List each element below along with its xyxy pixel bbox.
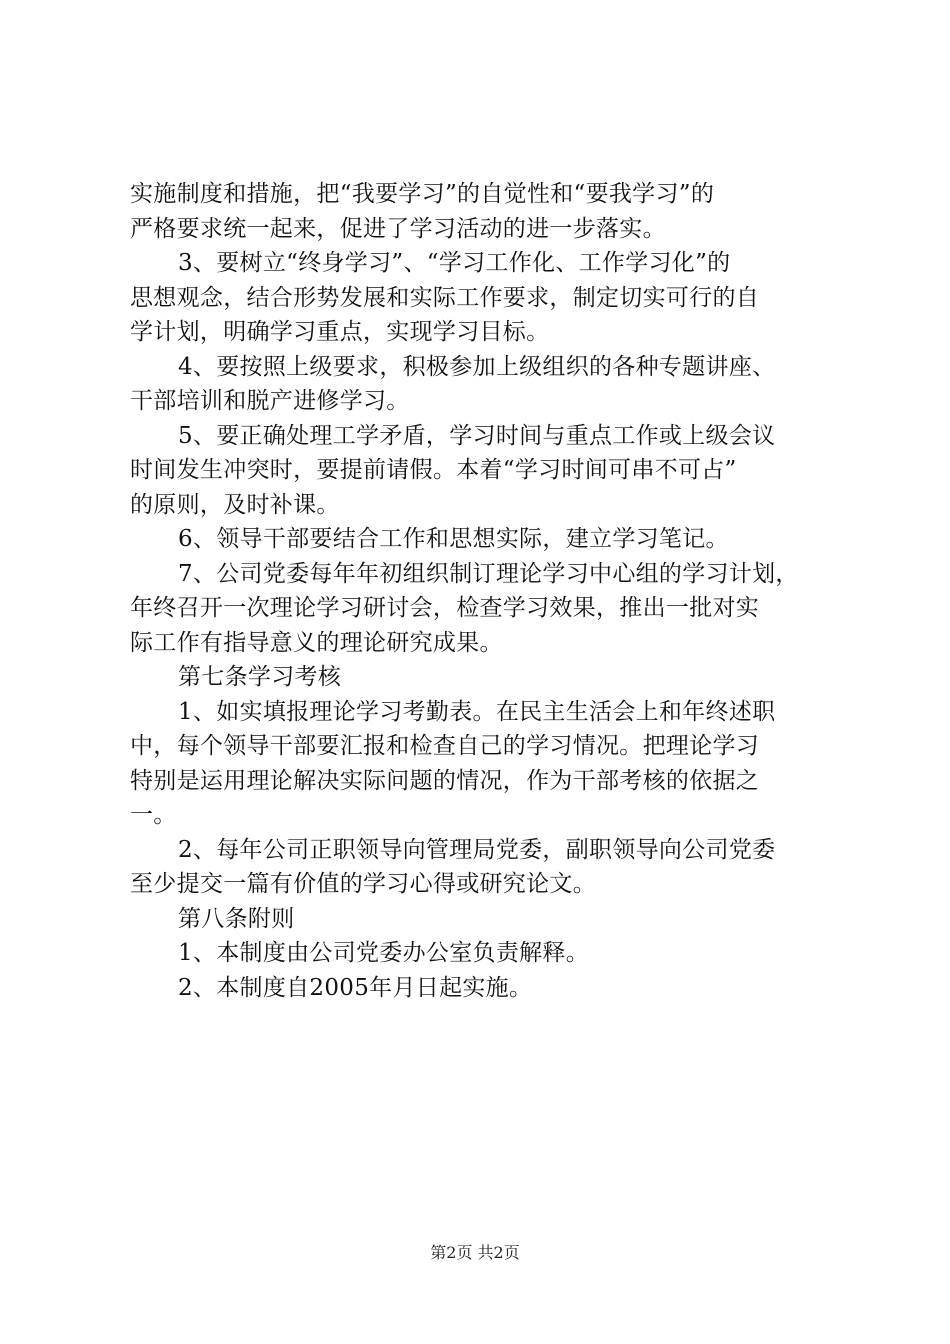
text-line: 4、要按照上级要求，积极参加上级组织的各种专题讲座、 (178, 353, 776, 380)
text-line: 至少提交一篇有价值的学习心得或研究论文。 (130, 871, 596, 897)
text-line: 实施制度和措施，把“我要学习”的自觉性和“要我学习”的 (130, 181, 715, 207)
text-line: 严格要求统一起来，促进了学习活动的进一步落实。 (130, 215, 666, 242)
text-line: 的原则，及时补课。 (130, 491, 340, 518)
text-line: 年终召开一次理论学习研讨会，检查学习效果，推出一批对实 (130, 595, 760, 621)
text-line: 时间发生冲突时，要提前请假。本着“学习时间可串不可占” (130, 457, 737, 483)
page-footer: 第2页 共2页 (430, 1243, 520, 1262)
text-line: 3、要树立“终身学习”、“学习工作化、工作学习化”的 (178, 250, 731, 276)
text-line: 6、领导干部要结合工作和思想实际，建立学习笔记。 (178, 526, 729, 552)
text-line: 2、本制度自2005年月日起实施。 (178, 974, 533, 1001)
text-line: 1、如实填报理论学习考勤表。在民主生活会上和年终述职 (178, 698, 776, 725)
text-line: 中，每个领导干部要汇报和检查自己的学习情况。把理论学习 (130, 733, 760, 759)
text-line: 2、每年公司正职领导向管理局党委，副职领导向公司党委 (178, 836, 776, 863)
text-line: 思想观念，结合形势发展和实际工作要求，制定切实可行的自 (130, 284, 760, 311)
text-line: 7、公司党委每年年初组织制订理论学习中心组的学习计划， (178, 560, 799, 587)
text-line: 学计划，明确学习重点，实现学习目标。 (130, 319, 550, 345)
text-line: 干部培训和脱产进修学习。 (130, 388, 410, 414)
section-heading: 第七条学习考核 (178, 664, 342, 690)
text-line: 1、本制度由公司党委办公室负责解释。 (178, 940, 590, 966)
text-line: 5、要正确处理工学矛盾，学习时间与重点工作或上级会议 (178, 422, 776, 449)
text-line: 一。 (130, 802, 177, 828)
text-line: 际工作有指导意义的理论研究成果。 (130, 629, 503, 656)
section-heading: 第八条附则 (178, 905, 295, 932)
text-line: 特别是运用理论解决实际问题的情况，作为干部考核的依据之 (130, 767, 760, 794)
document-body (130, 177, 830, 1005)
